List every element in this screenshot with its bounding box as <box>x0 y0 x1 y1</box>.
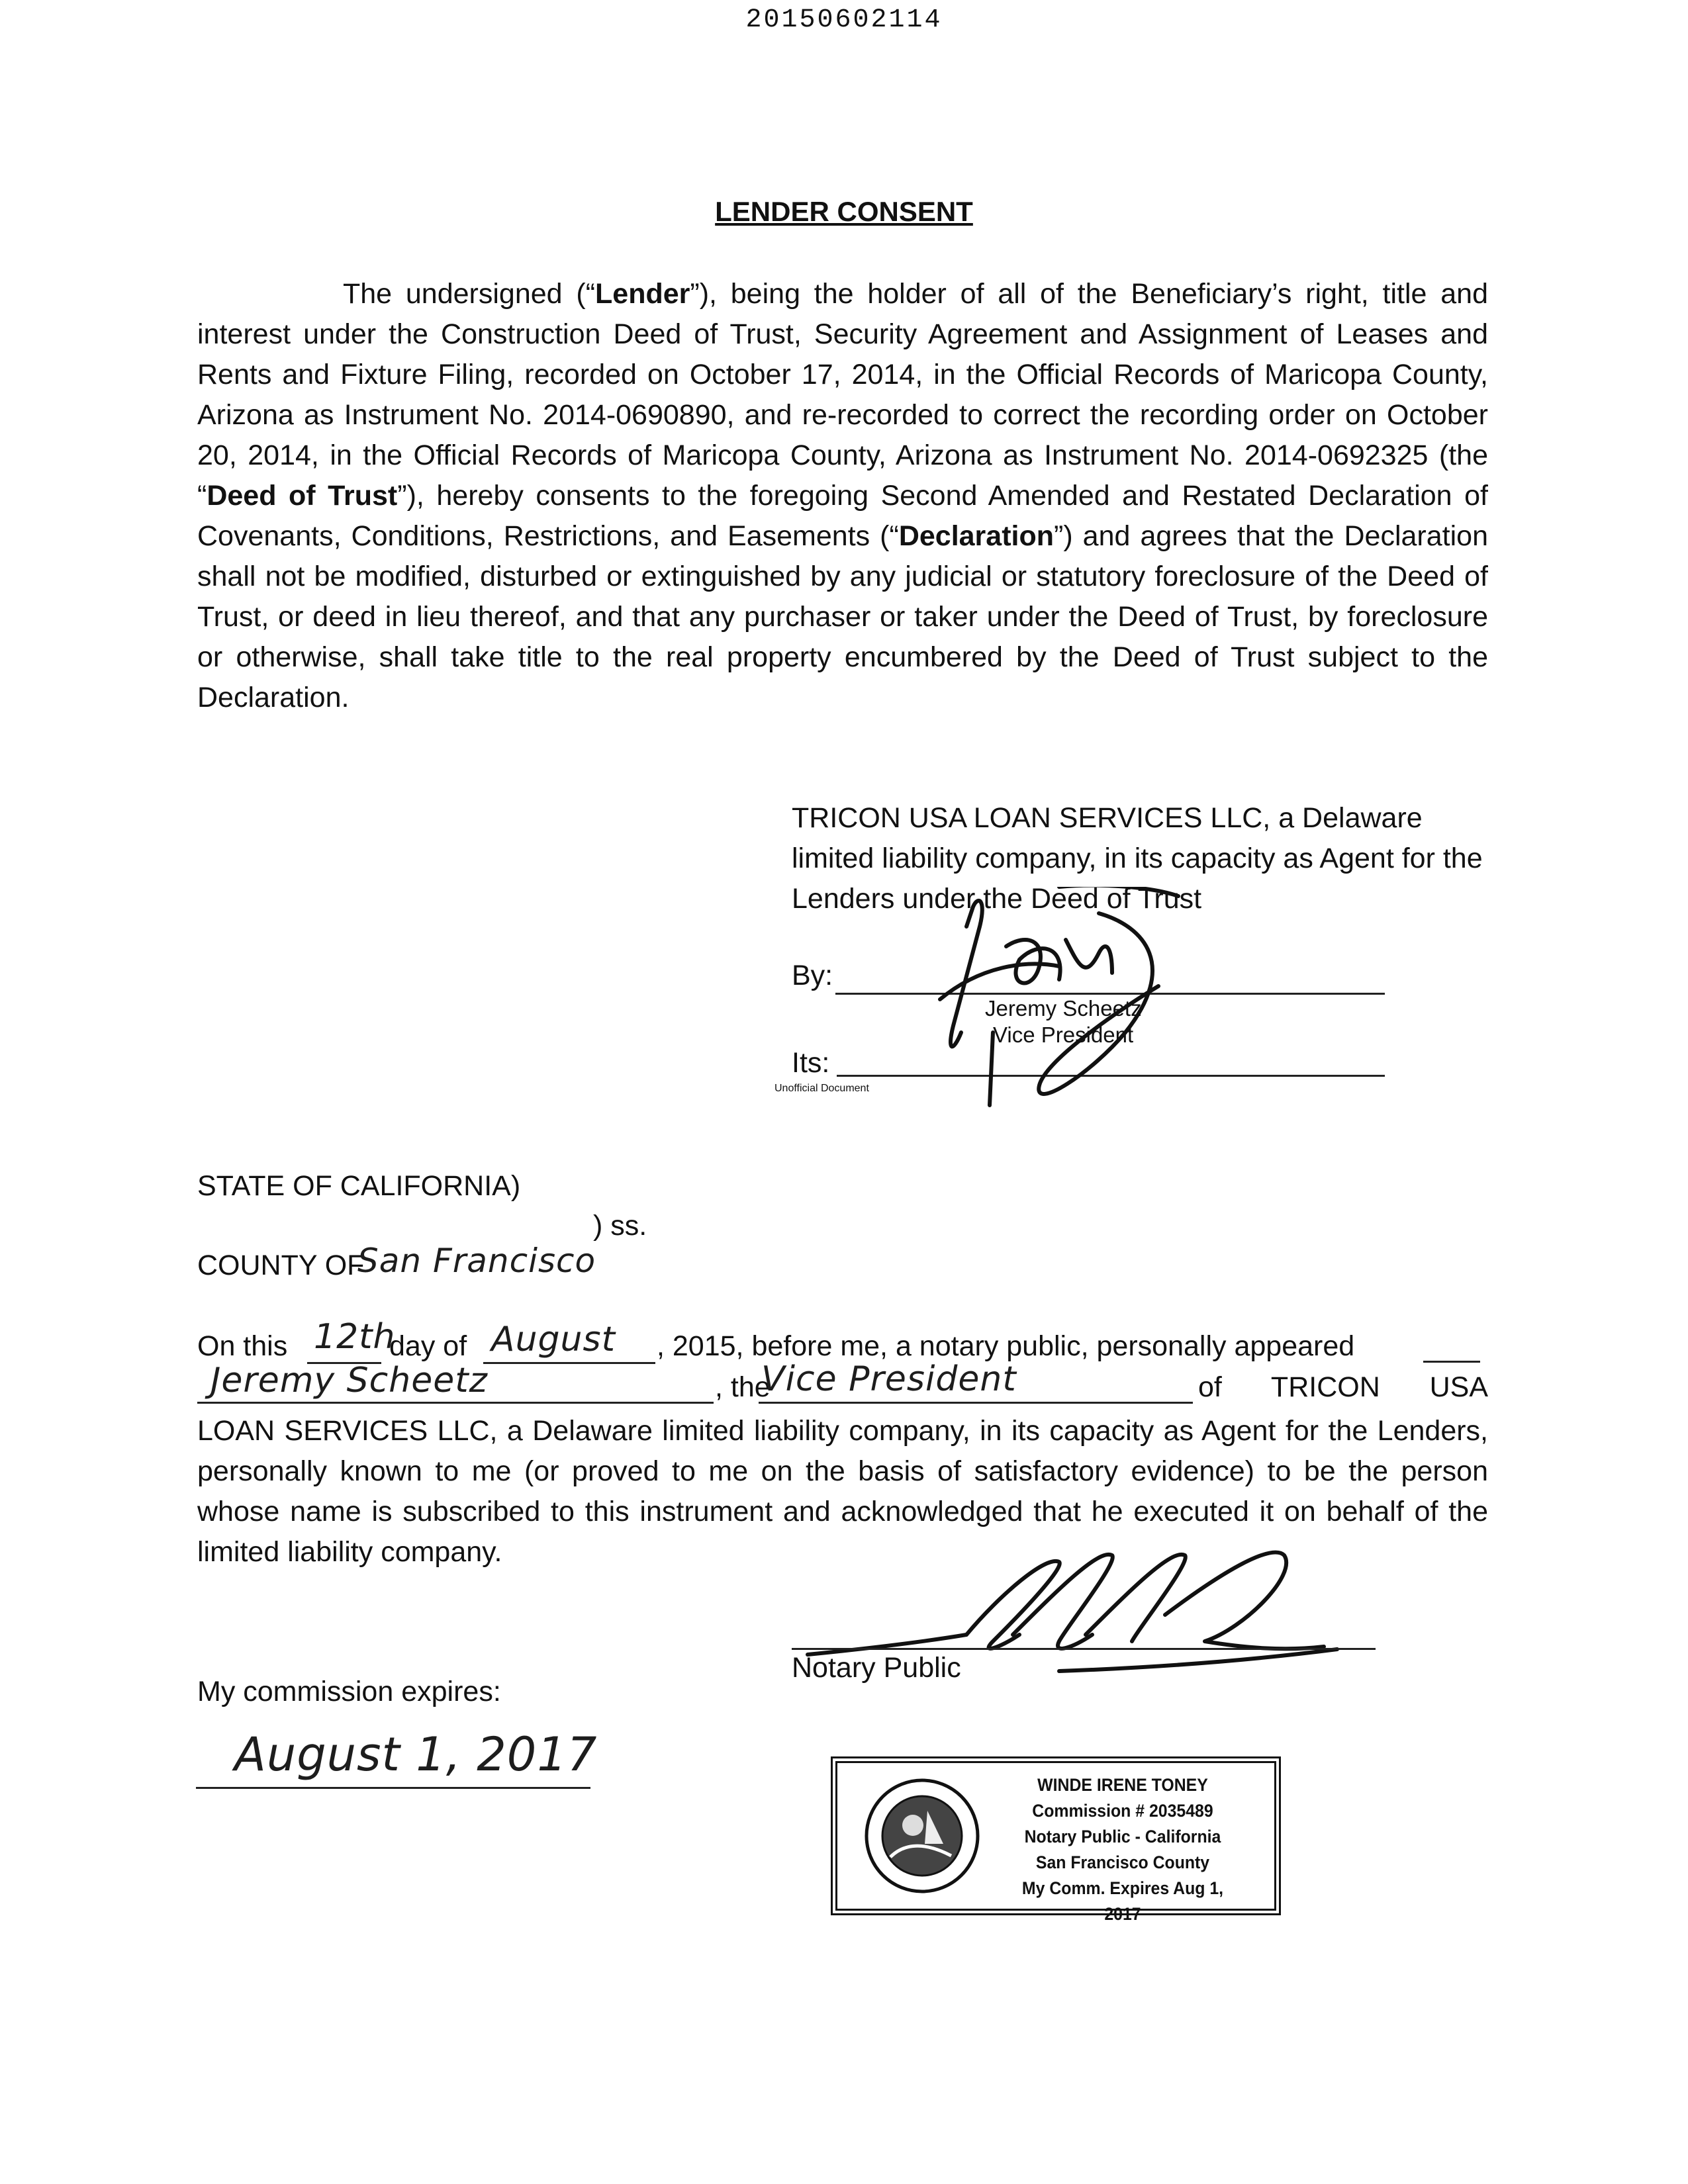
stamp-county: San Francisco County <box>1035 1852 1210 1872</box>
day-of-label: day of <box>389 1330 467 1362</box>
month-line <box>483 1362 655 1364</box>
lender-entity-text: TRICON USA LOAN SERVICES LLC, a Delaware limited liability company, in its capacity as Agent for the Lenders under the Deed of Trust <box>792 802 1483 915</box>
lender-signature <box>927 887 1350 1112</box>
stamp-text <box>1004 1772 1242 1927</box>
stamp-notary: Notary Public - California <box>1024 1827 1221 1846</box>
commission-line <box>196 1787 590 1789</box>
commission-expiry-handwritten: August 1, 2017 <box>234 1727 598 1782</box>
consent-text-3: ”), hereby consents to the foregoing Second Amended and Restated Declaration of Covenants, Conditions, Restrictions, and Easements (“ <box>197 480 1488 552</box>
declaration-term: Declaration <box>898 520 1055 552</box>
name-handwritten: Jeremy Scheetz <box>211 1361 488 1400</box>
name-line <box>197 1402 714 1404</box>
by-label: By: <box>792 960 833 991</box>
ss-label: ) ss. <box>593 1210 647 1242</box>
county-label: COUNTY OF <box>197 1250 365 1281</box>
stamp-commission: Commission # 2035489 <box>1032 1801 1213 1821</box>
deed-of-trust-term: Deed of Trust <box>207 480 398 512</box>
california-seal-icon <box>864 1778 980 1894</box>
record-number: 20150602114 <box>745 5 943 35</box>
signer-stamp-name: Jeremy Scheetz <box>985 996 1142 1021</box>
consent-text-2: ”), being the holder of all of the Beneficiary’s right, title and interest under the Construction Deed of Trust, Security Agreement and Assignment of Leases and Rents and Fixture Filing, recorded on October 17, 2014, in the Official Records of Maricopa County, Arizona as Instrument No. 2014-0690890, and re-recorded to correct the recording order on October 20, 2014, in the Official Records of Maricopa County, Arizona as Instrument No. 2014-0692325 (the “ <box>197 278 1488 512</box>
on-this-label: On this <box>197 1330 288 1362</box>
acknowledgment-body: LOAN SERVICES LLC, a Delaware limited liability company, in its capacity as Agent for the Lenders, personally known to me (or proved to me on the basis of satisfactory evidence) to be the person whose name is subscribed to this instrument and acknowledged that he executed it on behalf of the limited liability company. <box>197 1415 1488 1568</box>
stamp-expires: My Comm. Expires Aug 1, 2017 <box>1021 1878 1224 1924</box>
page-title: LENDER CONSENT <box>715 196 973 227</box>
consent-paragraph <box>197 274 1488 718</box>
notary-stamp <box>831 1756 1281 1924</box>
notary-public-label: Notary Public <box>792 1652 961 1684</box>
unofficial-document-note: Unofficial Document <box>774 1083 869 1094</box>
title-handwritten: Vice President <box>761 1359 1017 1399</box>
commission-label: My commission expires: <box>197 1676 501 1707</box>
year-text: , 2015, before me, a notary public, personally appeared <box>657 1330 1355 1362</box>
signer-stamp-title: Vice President <box>993 1023 1134 1047</box>
appeared-line <box>1423 1361 1480 1363</box>
notary-signature-line <box>792 1648 1376 1650</box>
the-label: , the <box>715 1371 771 1403</box>
consent-text-4: ”) and agrees that the Declaration shall not be modified, disturbed or extinguished by any judicial or statutory foreclosure of the Deed of Trust, or deed in lieu thereof, and that any purchaser or taker under the Deed of Trust, by foreclosure or otherwise, shall take title to the real property encumbered by the Deed of Trust subject to the Declaration. <box>197 520 1488 713</box>
title-line <box>759 1402 1193 1404</box>
day-handwritten: 12th <box>314 1317 396 1357</box>
its-label: Its: <box>792 1047 830 1079</box>
consent-text-1: The undersigned (“ <box>343 278 596 310</box>
stamp-name: WINDE IRENE TONEY <box>1037 1775 1208 1795</box>
county-handwritten: San Francisco <box>357 1242 596 1280</box>
month-handwritten: August <box>491 1320 616 1359</box>
of-tricon-text: of TRICON USA <box>1198 1371 1488 1403</box>
state-line: STATE OF CALIFORNIA) <box>197 1170 521 1202</box>
lender-term: Lender <box>595 278 690 310</box>
